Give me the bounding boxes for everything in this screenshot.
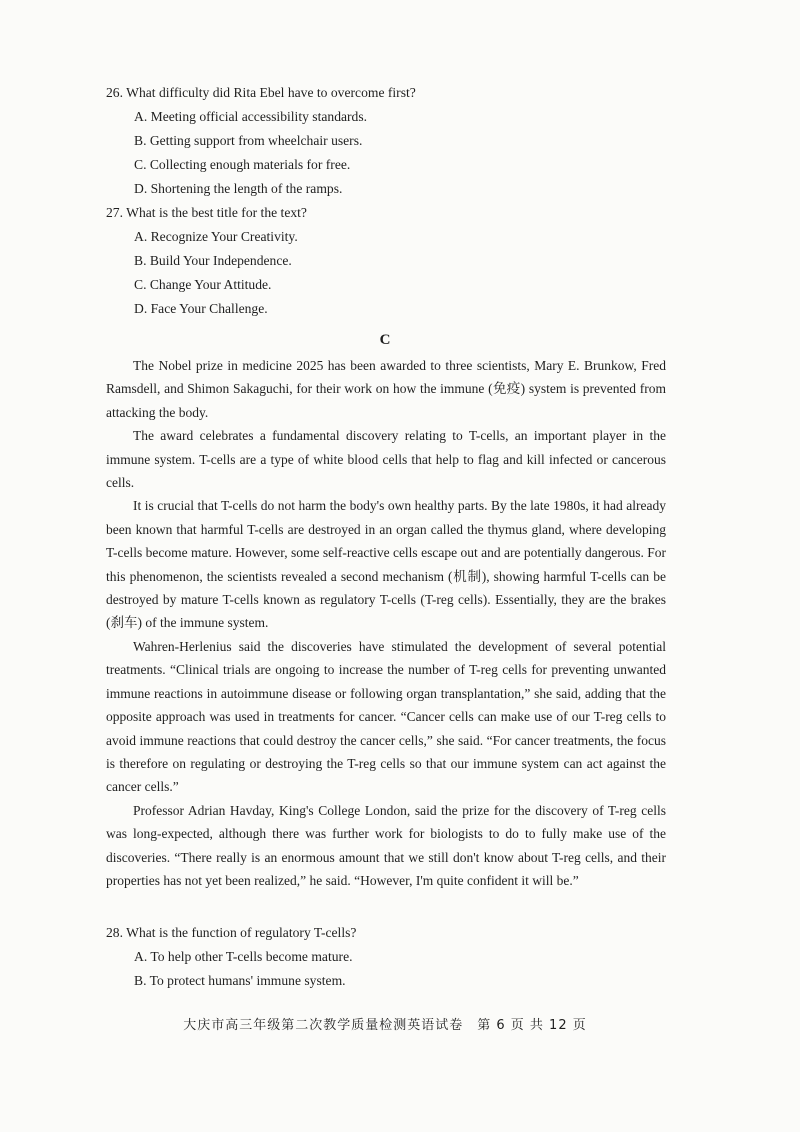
question-26-option-b: B. Getting support from wheelchair users. xyxy=(134,133,363,148)
passage-paragraph-1: The Nobel prize in medicine 2025 has been awarded to three scientists, Mary E. Brunkow, Fred Ramsdell, and Shimon Sakaguchi, for their work on how the immune (免疫) system is prevented from attacking the body. xyxy=(106,358,666,420)
question-27-stem: 27. What is the best title for the text? xyxy=(106,205,307,220)
reading-passage xyxy=(106,354,666,892)
passage-paragraph-4: Wahren-Herlenius said the discoveries have stimulated the development of several potential treatments. “Clinical trials are ongoing to increase the number of T-reg cells for preventing unwanted immune reactions in autoimmune disease or following organ transplantation,” she said, adding that the opposite approach was used in treatments for cancer. “Cancer cells can make use of our T-reg cells to avoid immune reactions that could destroy the cancer cells,” she said. “For cancer treatments, the focus is therefore on regulating or destroying the T-reg cells so that our immune system can act against the cancer cells.” xyxy=(106,638,666,795)
question-28-option-a: A. To help other T-cells become mature. xyxy=(134,949,353,964)
question-26-option-c: C. Collecting enough materials for free. xyxy=(134,157,351,172)
section-heading: C xyxy=(379,332,391,348)
question-26-option-a: A. Meeting official accessibility standards. xyxy=(134,109,368,124)
question-27-option-b: B. Build Your Independence. xyxy=(134,253,292,268)
question-26-option-d: D. Shortening the length of the ramps. xyxy=(134,181,343,196)
passage-paragraph-5: Professor Adrian Havday, King's College London, said the prize for the discovery of T-reg cells was long-expected, although there was further work for biologists to do to fully make use of the discoveries. “There really is an enormous amount that we still don't know about T-reg cells, and their properties has not yet been realized,” he said. “However, I'm quite confident it will be.” xyxy=(106,802,666,888)
question-27-option-a: A. Recognize Your Creativity. xyxy=(134,229,298,244)
question-27-option-d: D. Face Your Challenge. xyxy=(134,301,268,316)
question-28-stem: 28. What is the function of regulatory T-cells? xyxy=(106,925,357,940)
passage-paragraph-3: It is crucial that T-cells do not harm the body's own healthy parts. By the late 1980s, it had already been known that harmful T-cells are destroyed in an organ called the thymus gland, where developing T-cells become mature. However, some self-reactive cells escape out and are potentially dangerous. For this phenomenon, the scientists revealed a second mechanism (机制), showing harmful T-cells can be destroyed by mature T-cells known as regulatory T-cells (T-reg cells). Essentially, they are the brakes (刹车) of the immune system. xyxy=(106,498,666,631)
passage-paragraph-2: The award celebrates a fundamental discovery relating to T-cells, an important player in the immune system. T-cells are a type of white blood cells that help to flag and kill infected or cancerous cells. xyxy=(106,428,666,491)
question-28-option-b: B. To protect humans' immune system. xyxy=(134,973,346,988)
question-27-option-c: C. Change Your Attitude. xyxy=(134,277,272,292)
page-footer: 大庆市高三年级第二次教学质量检测英语试卷 第 6 页 共 12 页 xyxy=(183,1018,587,1033)
question-26-stem: 26. What difficulty did Rita Ebel have to overcome first? xyxy=(106,85,416,100)
